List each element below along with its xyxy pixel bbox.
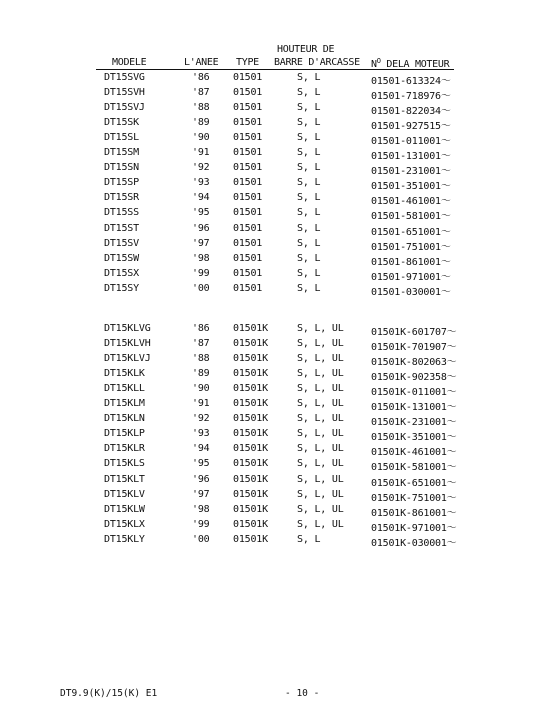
type-cell: 01501 <box>233 147 263 159</box>
serial-number-cell: 01501-613324～ <box>371 76 451 87</box>
year-cell: '94 <box>192 192 210 204</box>
year-cell: '86 <box>192 72 210 83</box>
type-cell: 01501 <box>233 207 263 219</box>
barre-cell: S, L <box>297 177 321 189</box>
barre-cell: S, L, UL <box>297 443 344 455</box>
model-cell: DT15KLY <box>104 533 145 545</box>
model-cell: DT15SY <box>104 282 139 294</box>
type-cell: 01501K <box>233 533 268 545</box>
type-cell: 01501K <box>233 353 268 365</box>
table-row <box>0 534 560 549</box>
type-cell: 01501K <box>233 503 268 515</box>
table-row <box>0 223 560 238</box>
type-cell: 01501 <box>233 102 263 114</box>
model-cell: DT15KLM <box>104 398 145 410</box>
year-cell: '91 <box>192 398 210 410</box>
model-cell: DT15SV <box>104 237 139 249</box>
type-cell: 01501K <box>233 428 268 440</box>
barre-cell: S, L <box>297 222 321 234</box>
model-cell: DT15SL <box>104 132 139 144</box>
type-cell: 01501K <box>233 443 268 455</box>
type-cell: 01501 <box>233 162 263 174</box>
year-cell: '87 <box>192 338 210 350</box>
barre-cell: S, L <box>297 162 321 174</box>
table-row <box>0 428 560 443</box>
year-cell: '00 <box>192 533 210 545</box>
barre-cell: S, L, UL <box>297 398 344 410</box>
barre-cell: S, L <box>297 533 321 545</box>
serial-number-cell: 01501-231001～ <box>371 166 451 178</box>
type-cell: 01501 <box>233 87 263 99</box>
serial-number-cell: 01501K-351001～ <box>371 432 457 444</box>
year-cell: '97 <box>192 488 210 500</box>
serial-number-cell: 01501-030001～ <box>371 286 451 298</box>
barre-cell: S, L, UL <box>297 383 344 395</box>
type-cell: 01501K <box>233 383 268 395</box>
model-cell: DT15KLP <box>104 428 145 440</box>
table-row <box>0 177 560 192</box>
header-annee: L'ANEE <box>184 57 219 68</box>
year-cell: '94 <box>192 443 210 455</box>
model-cell: DT15KLS <box>104 458 145 470</box>
barre-cell: S, L, UL <box>297 518 344 530</box>
model-cell: DT15KLX <box>104 518 145 530</box>
barre-cell: S, L, UL <box>297 353 344 365</box>
header-barre-line2: BARRE D'ARCASSE <box>274 57 360 68</box>
serial-number-cell: 01501-822034～ <box>371 106 451 118</box>
year-cell: '88 <box>192 102 210 114</box>
table-row <box>0 398 560 413</box>
serial-number-cell: 01501K-902358～ <box>371 372 457 384</box>
table-row <box>0 132 560 147</box>
barre-cell: S, L <box>297 102 321 114</box>
model-cell: DT15KLVG <box>104 323 151 334</box>
type-cell: 01501K <box>233 518 268 530</box>
table-row <box>0 458 560 473</box>
type-cell: 01501 <box>233 132 263 144</box>
type-cell: 01501 <box>233 117 263 129</box>
serial-number-cell: 01501-651001～ <box>371 226 451 238</box>
serial-number-cell: 01501-581001～ <box>371 211 451 223</box>
type-cell: 01501K <box>233 323 268 334</box>
model-cell: DT15ST <box>104 222 139 234</box>
barre-cell: S, L, UL <box>297 368 344 380</box>
header-underline <box>96 69 454 70</box>
serial-number-cell: 01501K-030001～ <box>371 537 457 549</box>
type-cell: 01501 <box>233 72 263 83</box>
type-cell: 01501 <box>233 237 263 249</box>
serial-number-cell: 01501K-601707～ <box>371 327 457 338</box>
year-cell: '92 <box>192 413 210 425</box>
serial-number-cell: 01501K-461001～ <box>371 447 457 459</box>
serial-number-cell: 01501K-802063～ <box>371 357 457 369</box>
year-cell: '98 <box>192 503 210 515</box>
serial-number-cell: 01501-718976～ <box>371 91 451 103</box>
serial-number-cell: 01501-927515～ <box>371 121 451 133</box>
model-cell: DT15KLN <box>104 413 145 425</box>
serial-number-cell: 01501K-011001～ <box>371 387 457 399</box>
model-cell: DT15KLL <box>104 383 145 395</box>
type-cell: 01501K <box>233 473 268 485</box>
barre-cell: S, L, UL <box>297 323 344 334</box>
table-row <box>0 443 560 458</box>
year-cell: '87 <box>192 87 210 99</box>
barre-cell: S, L, UL <box>297 503 344 515</box>
model-cell: DT15SM <box>104 147 139 159</box>
barre-cell: S, L <box>297 87 321 99</box>
serial-number-cell: 01501K-861001～ <box>371 507 457 519</box>
model-cell: DT15KLR <box>104 443 145 455</box>
header-numero-prefix: N <box>371 59 377 70</box>
model-cell: DT15SN <box>104 162 139 174</box>
year-cell: '90 <box>192 132 210 144</box>
table-row <box>0 323 560 338</box>
table-row <box>0 353 560 368</box>
table-row <box>0 102 560 117</box>
year-cell: '98 <box>192 252 210 264</box>
table-row <box>0 253 560 268</box>
table-row <box>0 162 560 177</box>
barre-cell: S, L, UL <box>297 428 344 440</box>
serial-number-cell: 01501-971001～ <box>371 271 451 283</box>
serial-number-cell: 01501-751001～ <box>371 241 451 253</box>
barre-cell: S, L <box>297 207 321 219</box>
type-cell: 01501 <box>233 222 263 234</box>
year-cell: '97 <box>192 237 210 249</box>
type-cell: 01501K <box>233 338 268 350</box>
serial-number-cell: 01501K-231001～ <box>371 417 457 429</box>
table-row <box>0 338 560 353</box>
barre-cell: S, L <box>297 192 321 204</box>
barre-cell: S, L <box>297 237 321 249</box>
year-cell: '99 <box>192 518 210 530</box>
year-cell: '92 <box>192 162 210 174</box>
type-cell: 01501 <box>233 267 263 279</box>
barre-cell: S, L <box>297 267 321 279</box>
serial-number-cell: 01501K-701907～ <box>371 342 457 354</box>
table-row <box>0 238 560 253</box>
header-numero-rest: DELA MOTEUR <box>380 59 450 70</box>
type-cell: 01501 <box>233 282 263 294</box>
header-modele: MODELE <box>112 57 147 68</box>
table-row <box>0 268 560 283</box>
header-numero-sup: O <box>376 57 381 65</box>
barre-cell: S, L <box>297 282 321 294</box>
barre-cell: S, L <box>297 72 321 83</box>
year-cell: '90 <box>192 383 210 395</box>
barre-cell: S, L, UL <box>297 338 344 350</box>
barre-cell: S, L, UL <box>297 488 344 500</box>
year-cell: '96 <box>192 473 210 485</box>
table-row <box>0 368 560 383</box>
type-cell: 01501K <box>233 488 268 500</box>
table-row <box>0 117 560 132</box>
model-cell: DT15KLK <box>104 368 145 380</box>
table-row <box>0 519 560 534</box>
serial-number-cell: 01501K-971001～ <box>371 522 457 534</box>
table-row <box>0 489 560 504</box>
table-row <box>0 283 560 298</box>
model-cell: DT15SX <box>104 267 139 279</box>
table-row <box>0 504 560 519</box>
model-cell: DT15KLVJ <box>104 353 151 365</box>
year-cell: '93 <box>192 428 210 440</box>
barre-cell: S, L, UL <box>297 458 344 470</box>
year-cell: '95 <box>192 458 210 470</box>
type-cell: 01501K <box>233 458 268 470</box>
table-row <box>0 72 560 87</box>
table-row <box>0 207 560 222</box>
model-cell: DT15SVJ <box>104 102 145 114</box>
barre-cell: S, L <box>297 132 321 144</box>
footer-model-code: DT9.9(K)/15(K) E1 <box>60 688 158 699</box>
model-cell: DT15SW <box>104 252 139 264</box>
year-cell: '91 <box>192 147 210 159</box>
model-cell: DT15SVH <box>104 87 145 99</box>
header-barre-line1: HOUTEUR DE <box>277 44 335 55</box>
year-cell: '88 <box>192 353 210 365</box>
model-cell: DT15SR <box>104 192 139 204</box>
barre-cell: S, L <box>297 252 321 264</box>
year-cell: '95 <box>192 207 210 219</box>
model-cell: DT15SVG <box>104 72 145 83</box>
model-cell: DT15SP <box>104 177 139 189</box>
type-cell: 01501 <box>233 177 263 189</box>
serial-number-cell: 01501K-131001～ <box>371 402 457 414</box>
footer-page-number: - 10 - <box>285 688 320 699</box>
table-row <box>0 192 560 207</box>
model-cell: DT15KLV <box>104 488 145 500</box>
serial-number-cell: 01501-131001～ <box>371 151 451 163</box>
model-cell: DT15KLVH <box>104 338 151 350</box>
barre-cell: S, L <box>297 147 321 159</box>
type-cell: 01501K <box>233 413 268 425</box>
serial-number-cell: 01501K-581001～ <box>371 462 457 474</box>
model-cell: DT15SS <box>104 207 139 219</box>
year-cell: '86 <box>192 323 210 334</box>
model-cell: DT15SK <box>104 117 139 129</box>
year-cell: '89 <box>192 117 210 129</box>
serial-number-cell: 01501-011001～ <box>371 136 451 148</box>
serial-number-cell: 01501-461001～ <box>371 196 451 208</box>
type-cell: 01501 <box>233 252 263 264</box>
type-cell: 01501K <box>233 398 268 410</box>
year-cell: '99 <box>192 267 210 279</box>
table-row <box>0 147 560 162</box>
header-type: TYPE <box>236 57 259 68</box>
barre-cell: S, L, UL <box>297 473 344 485</box>
serial-number-cell: 01501-861001～ <box>371 256 451 268</box>
year-cell: '89 <box>192 368 210 380</box>
year-cell: '96 <box>192 222 210 234</box>
serial-number-cell: 01501K-751001～ <box>371 492 457 504</box>
model-cell: DT15KLT <box>104 473 145 485</box>
table-row <box>0 383 560 398</box>
type-cell: 01501 <box>233 192 263 204</box>
serial-number-cell: 01501-351001～ <box>371 181 451 193</box>
table-row <box>0 87 560 102</box>
table-row <box>0 474 560 489</box>
barre-cell: S, L, UL <box>297 413 344 425</box>
barre-cell: S, L <box>297 117 321 129</box>
table-row <box>0 413 560 428</box>
type-cell: 01501K <box>233 368 268 380</box>
model-cell: DT15KLW <box>104 503 145 515</box>
year-cell: '93 <box>192 177 210 189</box>
year-cell: '00 <box>192 282 210 294</box>
serial-number-cell: 01501K-651001～ <box>371 477 457 489</box>
